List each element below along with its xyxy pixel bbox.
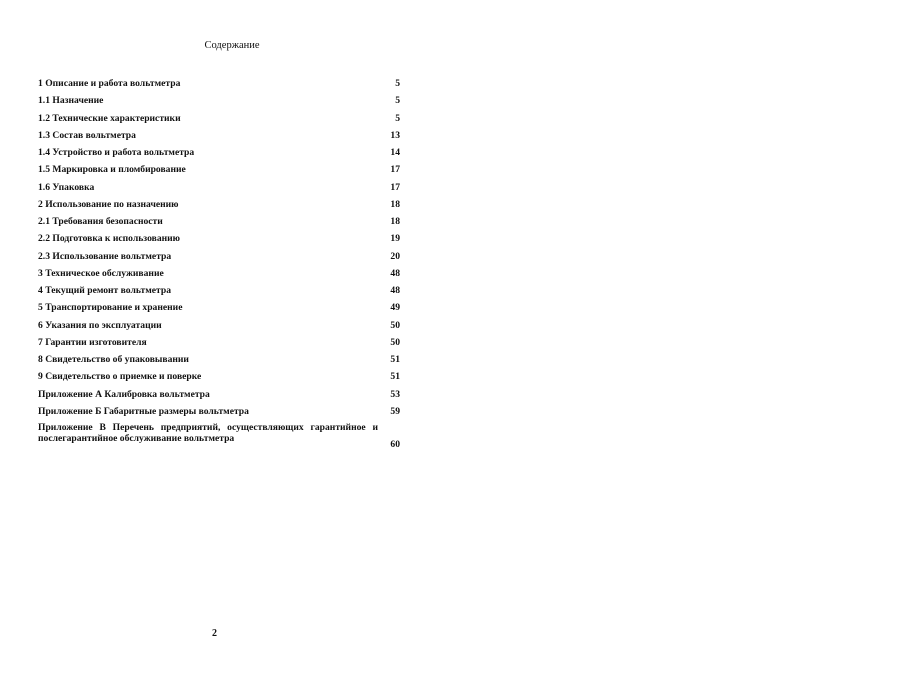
page-number: 2: [212, 628, 217, 639]
toc-entry: [38, 353, 400, 370]
toc-entry: [38, 405, 400, 422]
toc-entry-page: 60: [390, 439, 400, 450]
toc-entry: [38, 267, 400, 284]
toc-entry-page: 50: [390, 319, 400, 331]
toc-entry-label: 1 Описание и работа вольтметра: [38, 78, 181, 89]
toc-entry-page: 20: [390, 250, 400, 262]
toc-entry-page: 5: [395, 95, 400, 107]
toc-entry-label: 9 Свидетельство о приемке и поверке: [38, 371, 202, 383]
toc-entry: [38, 77, 400, 94]
toc-entry-page: 48: [390, 285, 400, 296]
toc-entry: [38, 181, 400, 198]
toc-entry-label: 5 Транспортирование и хранение: [38, 302, 183, 314]
toc-entry-page: 5: [395, 112, 400, 124]
toc-entry: [38, 232, 400, 249]
toc-entry-page: 50: [390, 336, 400, 348]
table-of-contents: [38, 77, 400, 422]
toc-entry-page: 53: [390, 388, 400, 400]
toc-entry: [38, 284, 400, 301]
toc-entry-label: 2.3 Использование вольтметра: [38, 250, 172, 262]
toc-entry-page: 59: [390, 405, 400, 417]
toc-entry-label: Приложение А Калибровка вольтметра: [38, 388, 210, 400]
toc-entry-page: 18: [390, 198, 400, 210]
toc-entry: [38, 146, 400, 163]
toc-entry-label: 2.1 Требования безопасности: [38, 216, 163, 227]
toc-entry-page: 18: [390, 216, 400, 227]
toc-entry: [38, 112, 400, 129]
toc-entry-page: 13: [390, 129, 400, 141]
toc-entry: [38, 163, 400, 180]
toc-title: Содержание: [204, 40, 260, 51]
toc-entry-label: 3 Техническое обслуживание: [38, 267, 164, 279]
toc-entry-page: 19: [390, 233, 400, 245]
toc-entry-page: 14: [390, 147, 400, 158]
toc-entry-page: 51: [390, 354, 400, 365]
toc-entry-label: 8 Свидетельство об упаковывании: [38, 354, 189, 365]
toc-entry-page: 5: [395, 78, 400, 89]
toc-entry: [38, 388, 400, 405]
toc-entry-label: 1.1 Назначение: [38, 95, 104, 107]
toc-entry-label: 1.3 Состав вольтметра: [38, 129, 136, 141]
toc-entry: [38, 215, 400, 232]
toc-entry-label: 2 Использование по назначению: [38, 198, 179, 210]
toc-entry: [38, 319, 400, 336]
toc-entry-page: 17: [390, 181, 400, 193]
toc-entry-label: 1.4 Устройство и работа вольтметра: [38, 147, 195, 158]
toc-entry: [38, 250, 400, 267]
toc-entry-page: 49: [390, 302, 400, 314]
toc-entry-label: 1.5 Маркировка и пломбирование: [38, 164, 186, 176]
toc-entry: [38, 129, 400, 146]
toc-entry: [38, 301, 400, 318]
toc-entry-label: 1.6 Упаковка: [38, 181, 95, 193]
toc-entry-page: 48: [390, 267, 400, 279]
toc-entry-label: 2.2 Подготовка к использованию: [38, 233, 181, 245]
toc-entry-page: 51: [390, 371, 400, 383]
toc-entry: [38, 198, 400, 215]
toc-entry: [38, 422, 400, 450]
toc-entry: [38, 370, 400, 387]
toc-entry-label: 6 Указания по эксплуатации: [38, 319, 162, 331]
toc-entry-label: Приложение В Перечень предприятий, осуществляющих гарантийное и послегарантийное обслуживание вольтметра: [38, 422, 378, 444]
toc-entry-label: 4 Текущий ремонт вольтметра: [38, 285, 172, 296]
toc-entry-label: Приложение Б Габаритные размеры вольтметра: [38, 405, 249, 417]
toc-entry: [38, 94, 400, 111]
toc-entry-page: 17: [390, 164, 400, 176]
toc-entry-label: 1.2 Технические характеристики: [38, 112, 181, 124]
toc-entry-label: 7 Гарантии изготовителя: [38, 336, 147, 348]
toc-entry: [38, 336, 400, 353]
